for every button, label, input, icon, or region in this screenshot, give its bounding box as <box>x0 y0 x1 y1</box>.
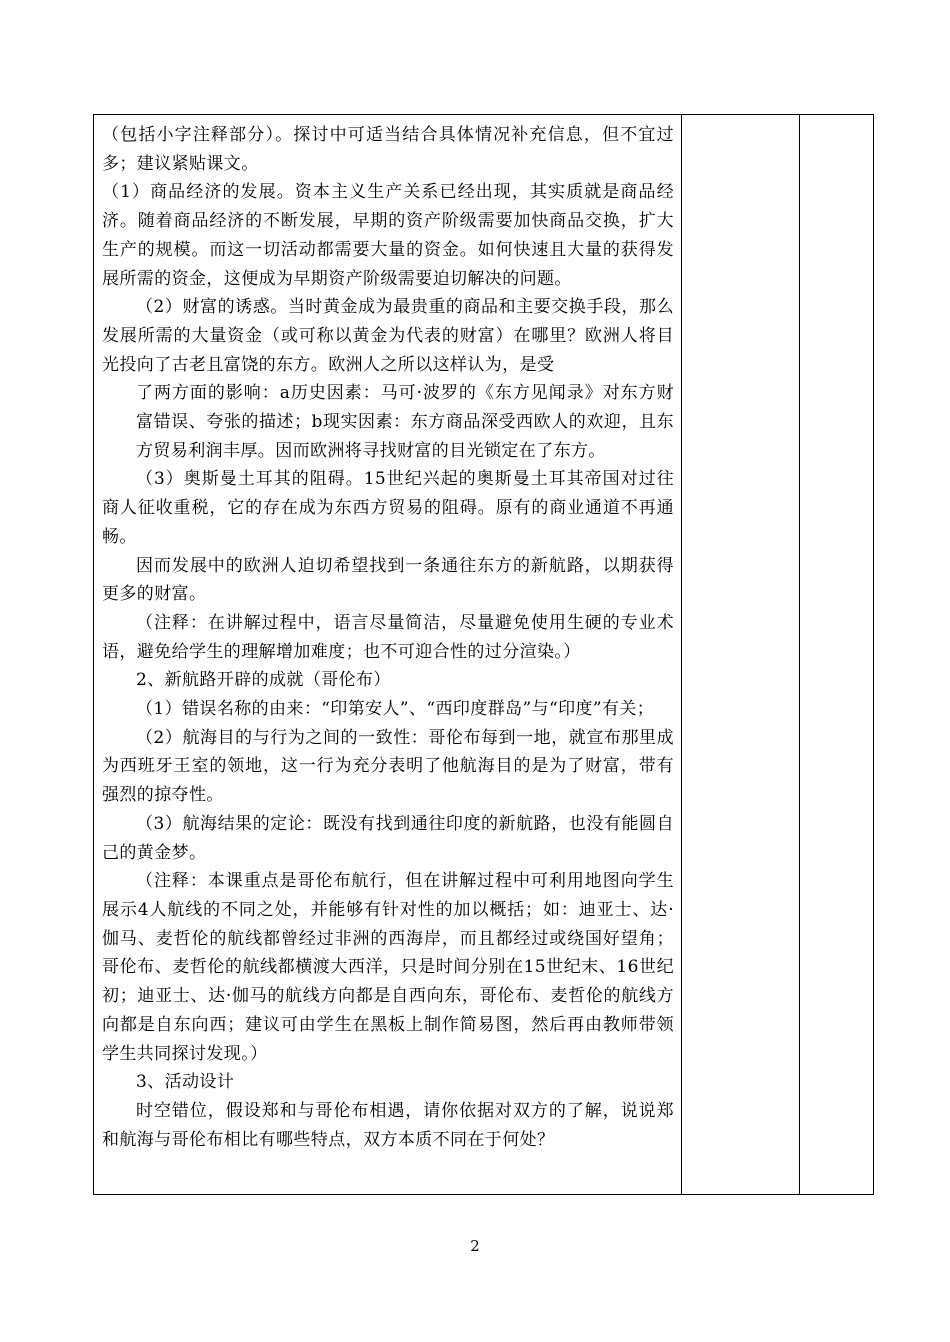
paragraph-result: （3）航海结果的定论：既没有找到通往印度的新航路，也没有能圆自己的黄金梦。 <box>102 813 674 863</box>
paragraph-ottoman-obstacle: （3）奥斯曼土耳其的阻碍。15世纪兴起的奥斯曼土耳其帝国对过往商人征收重税，它的存在成为东西方贸易的阻碍。原有的商业通道不再通畅。 <box>102 469 674 547</box>
column-divider <box>799 115 800 1194</box>
paragraph-name-origin: （1）错误名称的由来：“印第安人”、“西印度群岛”与“印度”有关； <box>136 699 655 720</box>
paragraph-two-influences-text: 了两方面的影响：a历史因素：马可·波罗的《东方见闻录》对东方财富错误、夸张的描述；b现实因素：东方商品深受西欧人的欢迎，且东方贸易利润丰厚。因而欧洲将寻找财富的目光锁定在了东方。 <box>136 383 674 461</box>
paragraph-wealth-temptation: （2）财富的诱惑。当时黄金成为最贵重的商品和主要交换手段，那么发展所需的大量资金（或可称以黄金为代表的财富）在哪里？欧洲人将目光投向了古老且富饶的东方。欧洲人之所以这样认为，是受 <box>102 297 674 375</box>
paragraph-note-2: （注释：本课重点是哥伦布航行，但在讲解过程中可利用地图向学生展示4人航线的不同之处，并能够有针对性的加以概括；如：迪亚士、达·伽马、麦哲伦的航线都曾经过非洲的西海岸，而且都经过或绕国好望角；哥伦布、麦哲伦的航线都横渡大西洋，只是时间分别在15世纪末、16世纪初；迪亚士、达·伽马的航线方向都是自西向东，哥伦布、麦哲伦的航线方向都是自东向西；建议可由学生在黑板上制作简易图，然后再由教师带领学生共同探讨发现。） <box>102 871 674 1064</box>
content-cell <box>102 121 674 1154</box>
column-divider <box>681 115 682 1194</box>
paragraph-consistency: （2）航海目的与行为之间的一致性：哥伦布每到一地，就宣布那里成为西班牙王室的领地，这一行为充分表明了他航海目的是为了财富，带有强烈的掠夺性。 <box>102 727 674 806</box>
section-heading-3: 3、活动设计 <box>136 1072 235 1093</box>
section-heading-2: 2、新航路开辟的成就（哥伦布） <box>136 670 391 691</box>
page-number: 2 <box>470 1237 480 1255</box>
lesson-plan-table <box>93 114 874 1195</box>
paragraph-two-influences <box>102 379 674 465</box>
paragraph-commodity-economy: （1）商品经济的发展。资本主义生产关系已经出现，其实质就是商品经济。随着商品经济的不断发展，早期的资产阶级需要加快商品交换，扩大生产的规模。而这一切活动都需要大量的资金。如何快速且大量的获得发展所需的资金，这便成为早期资产阶级需要迫切解决的问题。 <box>102 182 674 289</box>
paragraph-note-1: （注释：在讲解过程中，语言尽量简洁，尽量避免使用生硬的专业术语，避免给学生的理解增加难度；也不可迎合性的过分渲染。） <box>102 612 674 662</box>
paragraph-conclusion: 因而发展中的欧洲人迫切希望找到一条通往东方的新航路，以期获得更多的财富。 <box>102 555 674 605</box>
paragraph-activity: 时空错位，假设郑和与哥伦布相遇，请你依据对双方的了解，说说郑和航海与哥伦布相比有哪些特点，双方本质不同在于何处？ <box>102 1100 674 1150</box>
paragraph-intro-note: （包括小字注释部分）。探讨中可适当结合具体情况补充信息，但不宜过多；建议紧贴课文。 <box>102 125 674 174</box>
